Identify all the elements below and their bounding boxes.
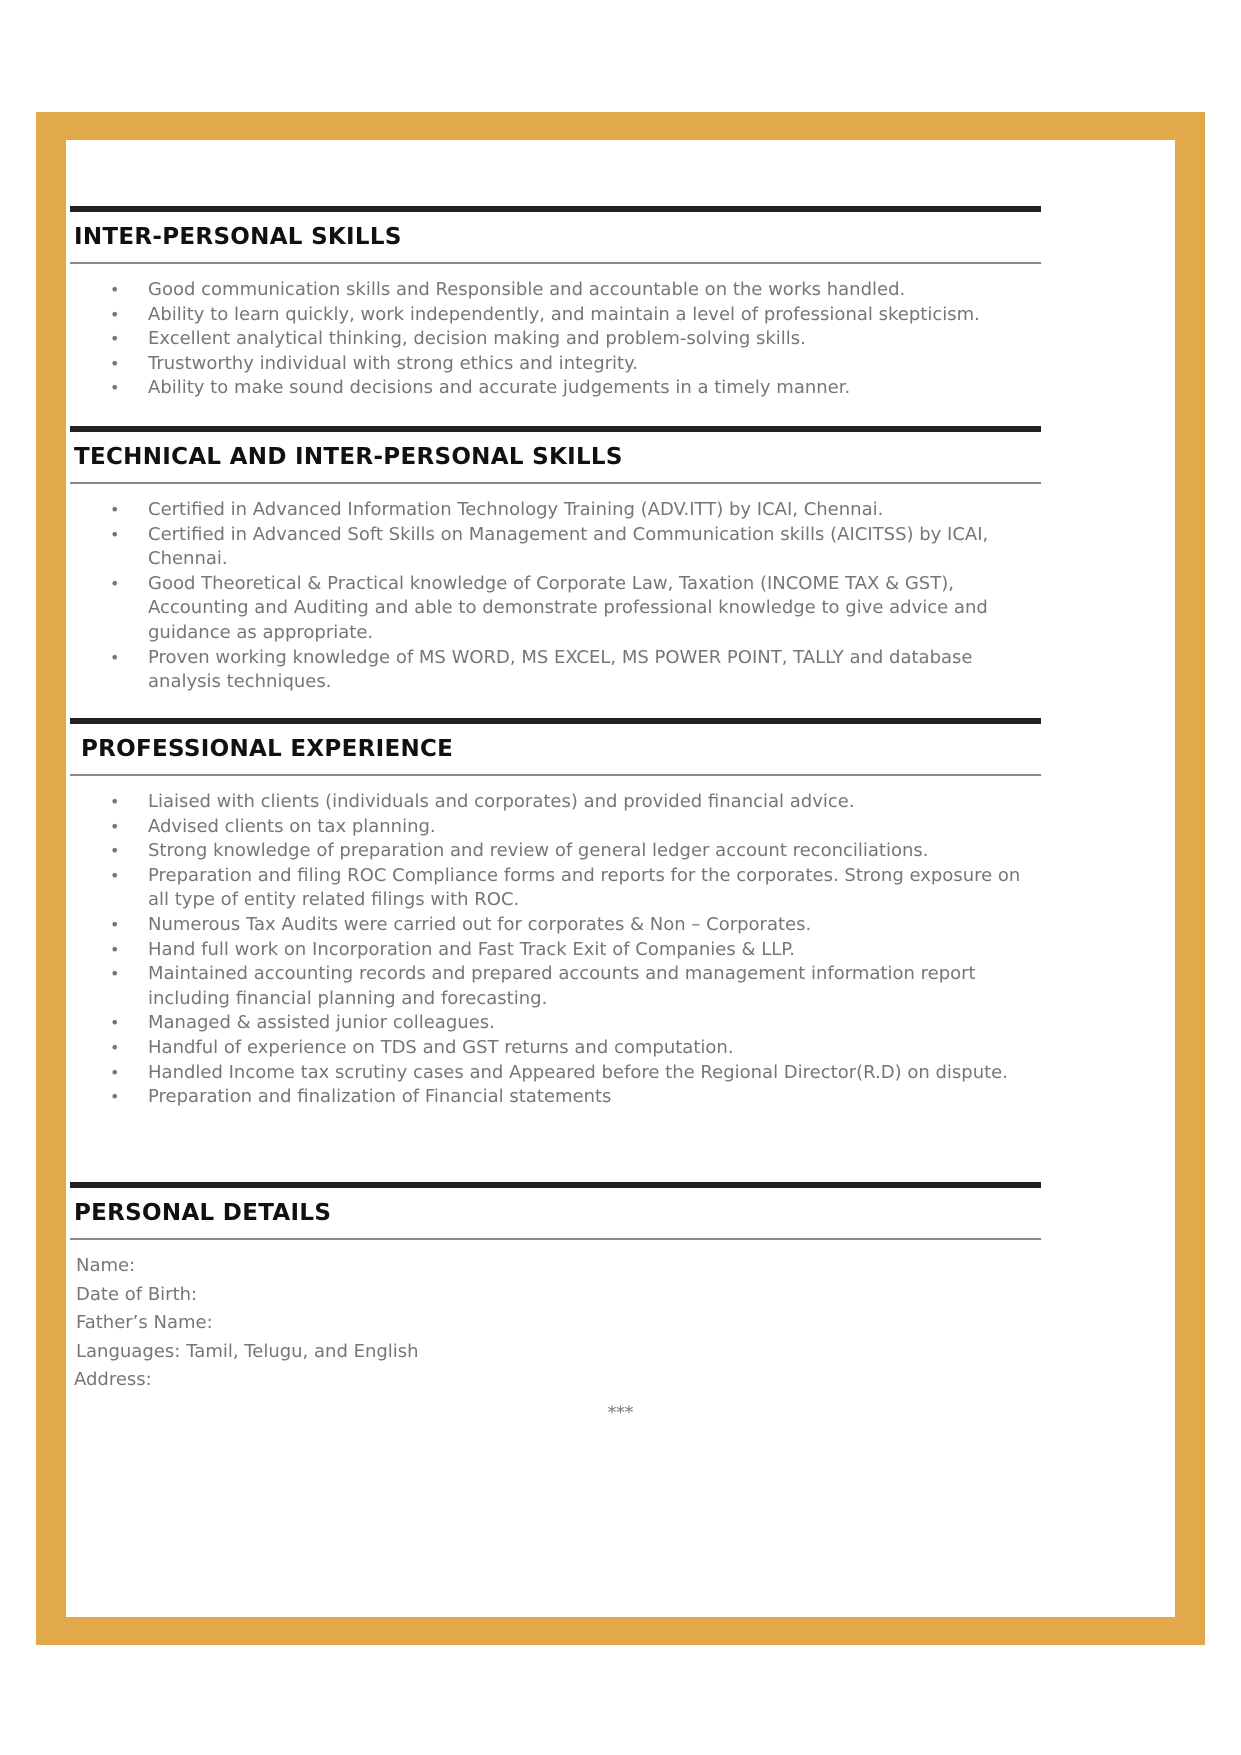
list-item: • Ability to make sound decisions and accurate judgements in a timely manner. — [70, 376, 1041, 401]
bullet-icon: • — [110, 573, 120, 593]
bullet-icon: • — [110, 500, 120, 519]
list-item: • Strong knowledge of preparation and review of general ledger account reconciliations. — [70, 839, 1041, 864]
bullet-icon: • — [110, 914, 120, 934]
bullet-icon: • — [110, 939, 120, 959]
list-item: • Hand full work on Incorporation and Fast Track Exit of Companies & LLP. — [70, 938, 1041, 963]
father-name-label: Father’s Name: — [76, 1312, 213, 1334]
section-title: PERSONAL DETAILS — [74, 1200, 332, 1226]
section-divider — [70, 1238, 1041, 1240]
dob-row — [70, 1281, 1041, 1310]
father-name-row — [70, 1309, 1041, 1338]
bullet-list — [70, 790, 1041, 1110]
section-title: TECHNICAL AND INTER-PERSONAL SKILLS — [74, 444, 623, 470]
bullet-icon: • — [110, 1087, 120, 1107]
name-row — [70, 1252, 1041, 1281]
bullet-icon: • — [110, 1037, 120, 1057]
languages-value: Tamil, Telugu, and English — [186, 1340, 419, 1362]
section-technical-skills — [70, 426, 1041, 695]
list-item: • Liaised with clients (individuals and corporates) and provided financial advice. — [70, 790, 1041, 815]
section-title: INTER-PERSONAL SKILLS — [74, 224, 402, 250]
section-interpersonal-skills — [70, 206, 1041, 401]
bullet-icon: • — [110, 1062, 120, 1082]
section-personal-details — [70, 1182, 1041, 1395]
list-item: • Managed & assisted junior colleagues. — [70, 1011, 1041, 1036]
list-item: • Numerous Tax Audits were carried out for corporates & Non – Corporates. — [70, 913, 1041, 938]
bullet-icon: • — [110, 964, 120, 984]
section-title: PROFESSIONAL EXPERIENCE — [81, 736, 454, 762]
list-item: • Good Theoretical & Practical knowledge of Corporate Law, Taxation (INCOME TAX & GST), Accounting and Auditing and able to demonstrate professional knowledge to give advice and guidance as appropriate. — [110, 572, 988, 643]
section-divider — [70, 262, 1041, 264]
languages-row — [70, 1338, 1041, 1367]
list-item: • Ability to learn quickly, work independently, and maintain a level of professional skepticism. — [70, 303, 1041, 328]
bullet-icon: • — [110, 816, 120, 836]
list-item: • Preparation and finalization of Financial statements — [70, 1085, 1041, 1110]
bullet-icon: • — [110, 792, 120, 811]
bullet-icon: • — [110, 865, 120, 885]
personal-details-list — [70, 1252, 1041, 1395]
list-item: • Handful of experience on TDS and GST returns and computation. — [70, 1036, 1041, 1061]
list-item: • Handled Income tax scrutiny cases and Appeared before the Regional Director(R.D) on dispute. — [70, 1061, 1041, 1086]
bullet-list — [70, 498, 1041, 695]
list-item: • Preparation and filing ROC Compliance forms and reports for the corporates. Strong exposure on all type of entity related filings with ROC. — [110, 864, 1021, 911]
section-divider — [70, 774, 1041, 776]
list-item: • Trustworthy individual with strong ethics and integrity. — [70, 352, 1041, 377]
bullet-icon: • — [110, 304, 120, 324]
list-item: • Certified in Advanced Soft Skills on Management and Communication skills (AICITSS) by ICAI, Chennai. — [110, 523, 989, 570]
bullet-icon: • — [110, 647, 120, 667]
list-item: • Good communication skills and Responsible and accountable on the works handled. — [70, 278, 1041, 303]
dob-label: Date of Birth: — [76, 1283, 198, 1305]
list-item: • Advised clients on tax planning. — [70, 815, 1041, 840]
address-row — [70, 1366, 1041, 1395]
list-item: • Certified in Advanced Information Technology Training (ADV.ITT) by ICAI, Chennai. — [70, 498, 1041, 523]
bullet-icon: • — [110, 378, 120, 398]
bullet-icon: • — [110, 524, 120, 544]
list-item: • Maintained accounting records and prepared accounts and management information report including financial planning and forecasting. — [110, 963, 976, 1009]
end-of-document-mark: *** — [607, 1403, 634, 1423]
bullet-icon: • — [110, 280, 120, 299]
list-item: • Proven working knowledge of MS WORD, MS EXCEL, MS POWER POINT, TALLY and database analysis techniques. — [110, 646, 973, 693]
section-professional-experience — [70, 718, 1041, 1110]
section-divider — [70, 482, 1041, 484]
bullet-icon: • — [110, 841, 120, 861]
bullet-icon: • — [110, 1013, 120, 1033]
bullet-list — [70, 278, 1041, 401]
languages-label: Languages: — [76, 1340, 181, 1362]
address-label: Address: — [74, 1369, 152, 1391]
bullet-icon: • — [110, 329, 120, 349]
list-item: • Excellent analytical thinking, decision making and problem-solving skills. — [70, 327, 1041, 352]
bullet-icon: • — [110, 353, 120, 373]
name-label: Name: — [76, 1255, 136, 1276]
